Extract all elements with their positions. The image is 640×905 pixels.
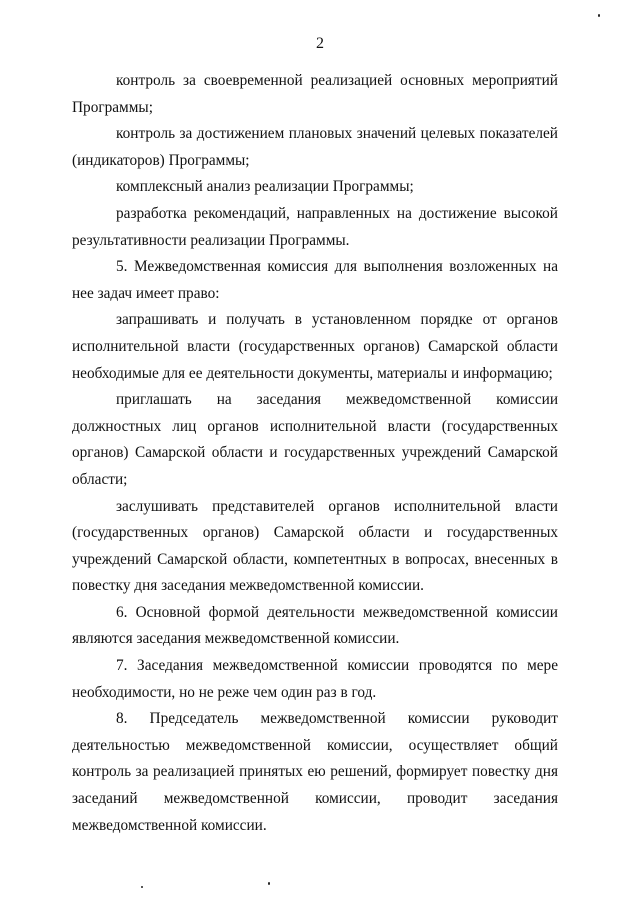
paragraph-item-6: 6. Основной формой деятельности межведомственной комиссии являются заседания межведомственной комиссии. — [72, 603, 558, 648]
paragraph-control-implementation: контроль за своевременной реализацией основных мероприятий Программы; — [72, 72, 558, 116]
paragraph-recommendations: разработка рекомендаций, направленных на достижение высокой результативности реализации Программы. — [72, 204, 558, 249]
page-number: 2 — [316, 35, 324, 52]
scan-speck-bottom-center — [268, 882, 270, 885]
document-body — [72, 68, 558, 839]
paragraph-item-7: 7. Заседания межведомственной комиссии проводятся по мере необходимости, но не реже чем один раз в год. — [72, 657, 558, 701]
paragraph-hear-representatives: заслушивать представителей органов исполнительной власти (государственных органов) Самарской области и государственных учреждений Самарской области, компетентных в вопросах, внесенных в повестку дня заседания межведомственной комиссии. — [72, 497, 558, 595]
paragraph-complex-analysis: комплексный анализ реализации Программы; — [116, 178, 414, 196]
paragraph-request-documents: запрашивать и получать в установленном порядке от органов исполнительной власти (государственных органов) Самарской области необходимые для ее деятельности документы, материалы и информацию; — [72, 311, 558, 382]
scan-speck-top-right — [598, 14, 600, 17]
paragraph-control-indicators: контроль за достижением плановых значений целевых показателей (индикаторов) Программы; — [72, 125, 558, 169]
paragraph-item-5: 5. Межведомственная комиссия для выполнения возложенных на нее задач имеет право: — [72, 258, 558, 302]
paragraph-invite-officials: приглашать на заседания межведомственной комиссии должностных лиц органов исполнительной власти (государственных органов) Самарской области и государственных учреждений Самарской области; — [72, 391, 558, 488]
scan-speck-bottom-left — [141, 886, 143, 888]
paragraph-item-8: 8. Председатель межведомственной комиссии руководит деятельностью межведомственной комиссии, осуществляет общий контроль за реализацией принятых ею решений, формирует повестку дня заседаний межведомственной комиссии, проводит заседания межведомственной комиссии. — [72, 710, 558, 834]
